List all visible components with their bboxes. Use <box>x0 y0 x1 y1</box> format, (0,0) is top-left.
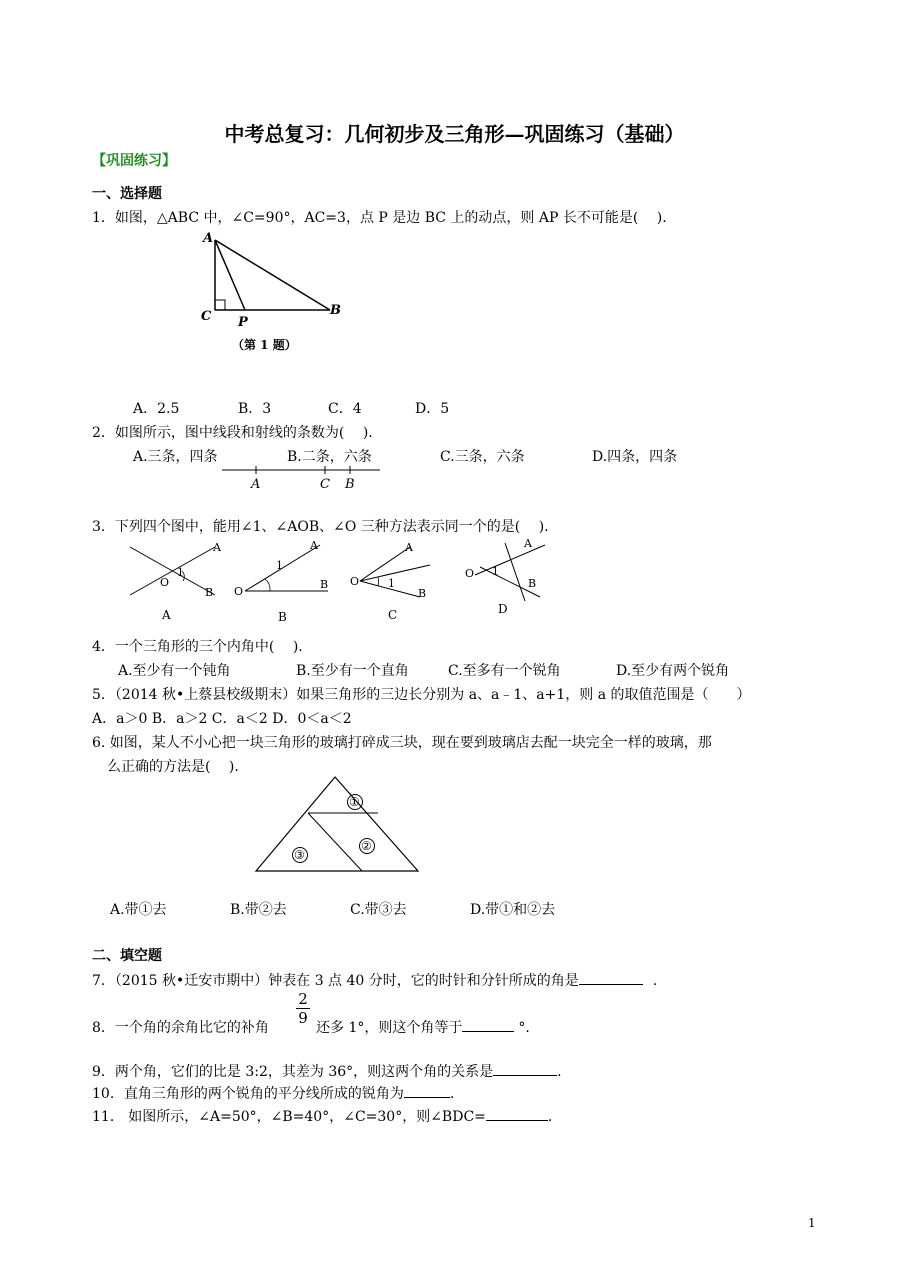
q3-figure-label-a: A <box>162 608 171 622</box>
svg-text:A: A <box>310 539 318 552</box>
svg-text:B: B <box>205 586 214 599</box>
q10-stem: 10．直角三角形的两个锐角的平分线所成的锐角为 <box>92 1086 404 1102</box>
q8-after-text: 还多 1°，则这个角等于 <box>316 1020 463 1036</box>
q4-option-b: B.至少有一个直角 <box>296 663 409 679</box>
page-title: 中考总复习：几何初步及三角形—巩固练习（基础） <box>224 122 685 146</box>
svg-text:1: 1 <box>276 559 283 572</box>
q3-angle-figures <box>120 535 560 625</box>
svg-text:O: O <box>234 585 244 598</box>
q1-caption: （第 1 题） <box>232 338 297 352</box>
q7-end: . <box>652 973 658 989</box>
q6-option-b: B.带②去 <box>230 902 287 918</box>
q9-answer-blank[interactable] <box>493 1061 557 1076</box>
question-2-stem: 2．如图所示，图中线段和射线的条数为( ). <box>92 425 373 441</box>
svg-text:1: 1 <box>492 565 499 578</box>
question-11 <box>92 1106 552 1126</box>
q2-label-c: C <box>320 477 330 492</box>
q2-line-figure <box>220 462 385 497</box>
q5-options: A．a＞0 B．a＞2 C．a＜2 D．0＜a＜2 <box>92 711 352 727</box>
q8-end: °． <box>518 1020 540 1036</box>
q8-answer-blank[interactable] <box>462 1017 514 1032</box>
question-6-stem-line2: 么正确的方法是( ). <box>107 759 239 775</box>
q4-option-a: A.至少有一个钝角 <box>118 663 231 679</box>
question-6-stem-line1: 6. 如图，某人不小心把一块三角形的玻璃打碎成三块，现在要到玻璃店去配一块完全一样的玻璃，那 <box>92 735 712 751</box>
svg-text:B: B <box>528 577 537 590</box>
q4-option-d: D.至少有两个锐角 <box>616 663 730 679</box>
q1-option-c: C．4 <box>328 401 362 417</box>
question-7 <box>92 970 657 990</box>
q9-stem: 9．两个角，它们的比是 3:2，其差为 36°，则这两个角的关系是 <box>92 1064 494 1080</box>
svg-text:1: 1 <box>177 566 184 579</box>
q8-fraction <box>296 990 310 1027</box>
q1-label-b: B <box>330 303 341 318</box>
svg-text:O: O <box>160 576 170 589</box>
q10-end: . <box>449 1086 455 1102</box>
section-tag: 【巩固练习】 <box>92 153 176 169</box>
q3-figure-label-d: D <box>498 602 508 616</box>
q11-end: . <box>547 1109 553 1125</box>
svg-text:O: O <box>465 567 475 580</box>
q10-answer-blank[interactable] <box>404 1083 450 1098</box>
svg-text:A: A <box>213 541 221 554</box>
svg-text:A: A <box>405 541 413 554</box>
question-8-before: 8．一个角的余角比它的补角 <box>92 1020 269 1036</box>
svg-text:O: O <box>350 575 360 588</box>
q4-option-c: C.至多有一个锐角 <box>448 663 561 679</box>
page-number: 1 <box>808 1216 816 1230</box>
q7-stem: 7．（2015 秋•迁安市期中）钟表在 3 点 40 分时，它的时针和分针所成的角是 <box>92 973 579 989</box>
svg-text:B: B <box>320 578 329 591</box>
question-1-stem: 1．如图，△ABC 中，∠C=90°，AC=3，点 P 是边 BC 上的动点，则 AP 长不可能是( ). <box>92 210 667 226</box>
q1-option-d: D．5 <box>415 401 450 417</box>
q6-option-a: A.带①去 <box>110 902 167 918</box>
q11-answer-blank[interactable] <box>486 1106 548 1121</box>
q7-answer-blank[interactable] <box>579 970 643 985</box>
svg-text:A: A <box>524 537 532 550</box>
q3-figure-label-c: C <box>388 608 398 622</box>
question-5-stem: 5．（2014 秋•上蔡县校级期末）如果三角形的三边长分别为 a、a﹣1、a+1，则 a 的取值范围是（ ） <box>92 687 751 703</box>
q2-option-b: B.二条，六条 <box>287 449 372 465</box>
q8-numerator: 2 <box>298 990 308 1008</box>
section-heading-choice: 一、选择题 <box>92 186 162 202</box>
q6-broken-glass-figure <box>250 773 430 878</box>
q6-piece-1: ① <box>349 795 360 809</box>
q1-label-a: A <box>203 231 214 246</box>
q1-label-p: P <box>238 315 248 330</box>
q2-option-d: D.四条，四条 <box>592 449 678 465</box>
svg-text:B: B <box>418 587 427 600</box>
q6-piece-2: ② <box>361 839 372 853</box>
q2-option-c: C.三条，六条 <box>440 449 525 465</box>
q1-option-a: A．2.5 <box>133 401 180 417</box>
q9-end: . <box>557 1064 562 1080</box>
q6-option-d: D.带①和②去 <box>470 902 556 918</box>
q2-label-a: A <box>251 477 261 492</box>
question-4-stem: 4．一个三角形的三个内角中( ). <box>92 639 303 655</box>
question-8-after <box>316 1017 539 1037</box>
question-9 <box>92 1061 562 1081</box>
svg-text:1: 1 <box>388 577 395 590</box>
q3-figure-label-b: B <box>278 610 287 624</box>
q8-denominator: 9 <box>296 1008 310 1027</box>
q1-label-c: C <box>201 309 212 324</box>
q6-piece-3: ③ <box>294 848 305 862</box>
q6-option-c: C.带③去 <box>350 902 407 918</box>
question-3-stem: 3．下列四个图中，能用∠1、∠AOB、∠O 三种方法表示同一个的是( ). <box>92 519 549 535</box>
q1-option-b: B．3 <box>238 401 272 417</box>
q2-option-a: A.三条，四条 <box>133 449 218 465</box>
question-10 <box>92 1083 454 1103</box>
q2-label-b: B <box>345 477 355 492</box>
section-heading-fill: 二、填空题 <box>92 948 162 964</box>
q11-stem: 11． 如图所示，∠A=50°，∠B=40°，∠C=30°，则∠BDC= <box>92 1109 486 1125</box>
